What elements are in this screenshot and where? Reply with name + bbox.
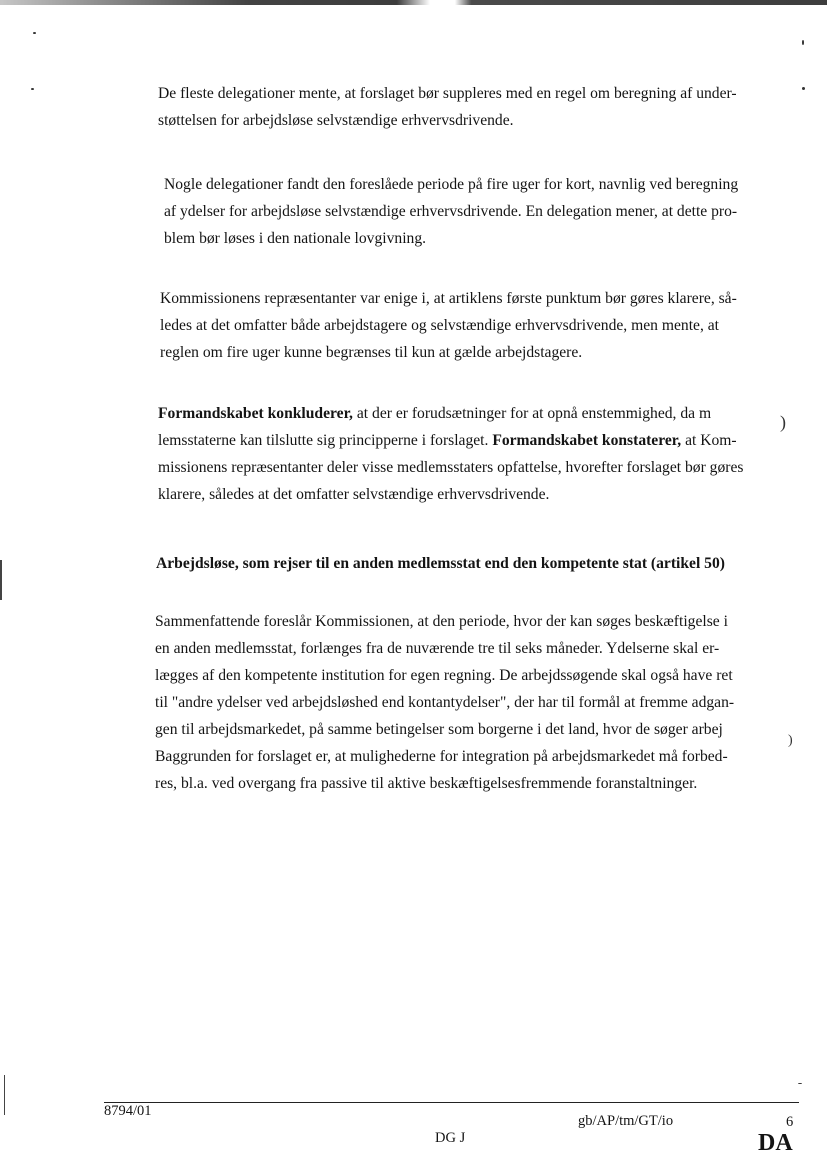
paragraph-line: støttelsen for arbejdsløse selvstændige erhvervsdrivende. (158, 112, 514, 129)
scan-edge-left (0, 560, 2, 600)
paragraph-line: klarere, således at det omfatter selvstændige erhvervsdrivende. (158, 486, 550, 503)
paragraph-line: Kommissionens repræsentanter var enige i, at artiklens første punktum bør gøres klarere, så- (160, 290, 737, 307)
scan-speck (798, 1083, 802, 1084)
scan-speck (802, 87, 805, 90)
bold-phrase: Formandskabet konstaterer, (492, 432, 682, 449)
paragraph-line: ledes at det omfatter både arbejdstagere og selvstændige erhvervsdrivende, men mente, at (160, 317, 719, 334)
paragraph-line: De fleste delegationer mente, at forslaget bør suppleres med en regel om beregning af under- (158, 85, 737, 102)
paragraph-5 (155, 608, 795, 797)
bold-phrase: Formandskabet konkluderer, (158, 405, 353, 422)
language-code: DA (758, 1130, 793, 1156)
scan-speck (802, 40, 804, 45)
paragraph-line: gen til arbejdsmarkedet, på samme betingelser som borgerne i det land, hvor de søger arbej (155, 721, 723, 738)
paragraph-line (158, 400, 798, 427)
margin-mark: ) (780, 412, 786, 432)
scan-edge-left-lower (4, 1075, 5, 1115)
document-number: 8794/01 (104, 1103, 152, 1119)
scan-speck (31, 88, 34, 90)
scan-speck (33, 32, 36, 34)
paragraph-1 (158, 80, 798, 134)
paragraph-3 (160, 285, 800, 366)
paragraph-line: res, bl.a. ved overgang fra passive til aktive beskæftigelsesfremmende foranstaltninger. (155, 775, 698, 792)
paragraph-line: blem bør løses i den nationale lovgivning. (164, 230, 427, 247)
paragraph-line: en anden medlemsstat, forlænges fra de nuværende tre til seks måneder. Ydelserne skal er- (155, 640, 720, 657)
paragraph-line: af ydelser for arbejdsløse selvstændige erhvervsdrivende. En delegation mener, at dette pro- (164, 203, 738, 220)
section-heading: Arbejdsløse, som rejser til en anden medlemsstat end den kompetente stat (artikel 50) (156, 555, 725, 572)
text-run: at Kom- (681, 432, 737, 449)
paragraph-line: til "andre ydelser ved arbejdsløshed end kontantydelser", der har til formål at fremme adgan- (155, 694, 735, 711)
footer-rule (104, 1102, 799, 1103)
paragraph-line: Nogle delegationer fandt den foreslåede periode på fire uger for kort, navnlig ved beregning (164, 176, 739, 193)
paragraph-line: Baggrunden for forslaget er, at mulighederne for integration på arbejdsmarkedet må forbed- (155, 748, 728, 765)
paragraph-line (158, 427, 798, 454)
page-number: 6 (786, 1114, 794, 1130)
paragraph-line: lægges af den kompetente institution for egen regning. De arbejdssøgende skal også have ret (155, 667, 733, 684)
margin-mark: ) (788, 733, 793, 748)
reference-code: gb/AP/tm/GT/io (578, 1113, 674, 1129)
paragraph-2 (164, 171, 804, 252)
directorate: DG J (435, 1130, 466, 1146)
paragraph-4 (158, 400, 798, 508)
scan-edge-top (0, 0, 827, 5)
paragraph-line: missionens repræsentanter deler visse medlemsstaters opfattelse, hvorefter forslaget bør gøres (158, 459, 744, 476)
text-run: lemsstaterne kan tilslutte sig principperne i forslaget. (158, 432, 493, 449)
paragraph-line: reglen om fire uger kunne begrænses til kun at gælde arbejdstagere. (160, 344, 583, 361)
paragraph-line: Sammenfattende foreslår Kommissionen, at den periode, hvor der kan søges beskæftigelse i (155, 613, 728, 630)
text-run: at der er forudsætninger for at opnå enstemmighed, da m (352, 405, 712, 422)
